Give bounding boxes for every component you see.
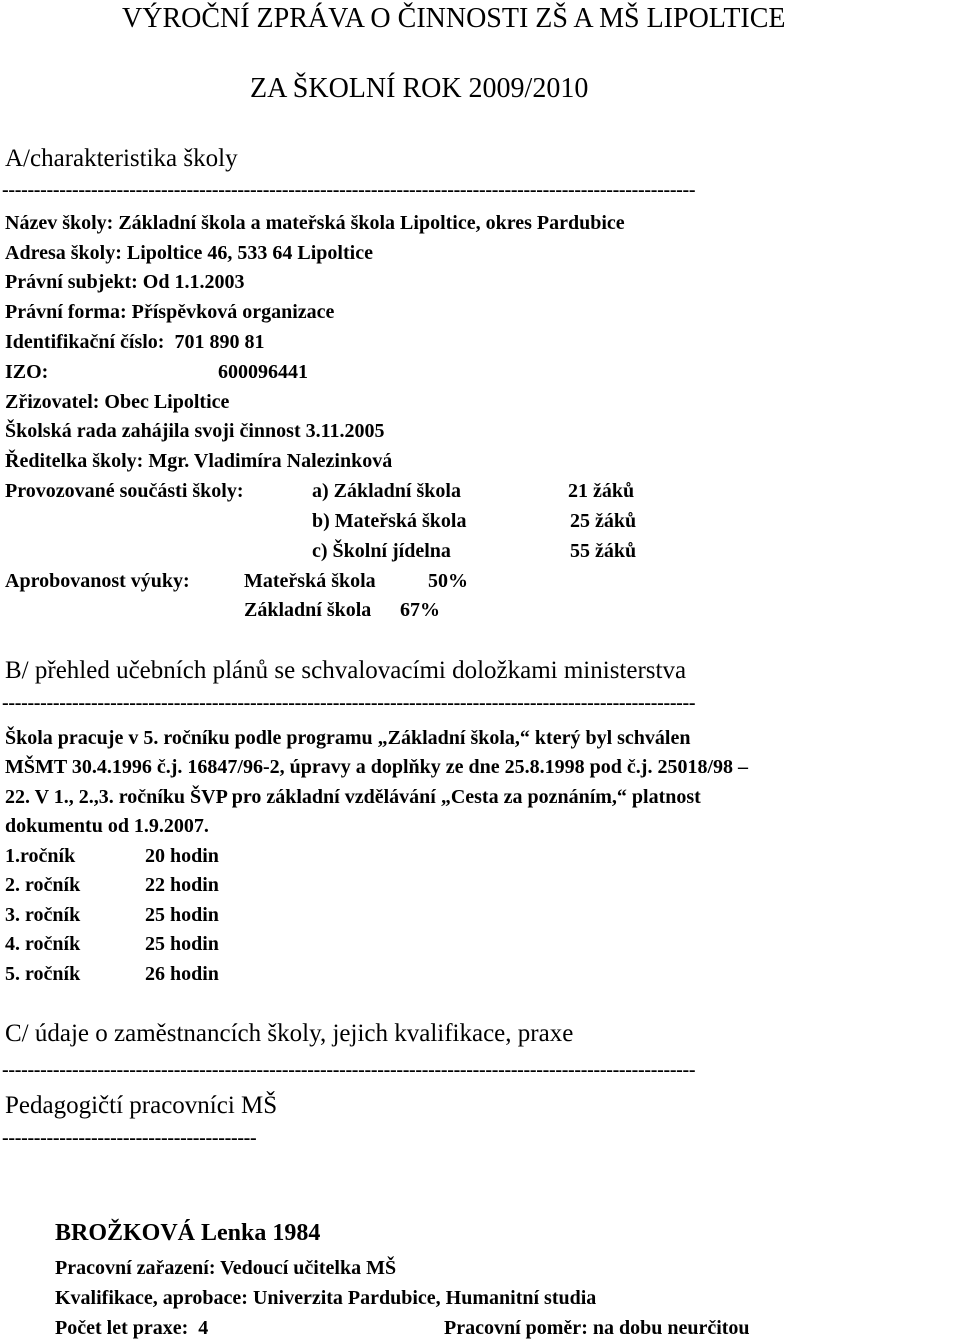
- legal-subject-row: Právní subjekt: Od 1.1.2003: [5, 271, 245, 293]
- curriculum-text-line: dokumentu od 1.9.2007.: [5, 815, 209, 837]
- qualification-label: Aprobovanost výuky:: [5, 570, 190, 592]
- staff-employment: Pracovní poměr: na dobu neurčitou: [444, 1317, 750, 1339]
- grade-hours: 20 hodin: [145, 845, 219, 867]
- section-a-heading: A/charakteristika školy: [5, 145, 238, 172]
- grade-label: 2. ročník: [5, 874, 81, 896]
- separator-short: ----------------------------------------: [2, 1128, 257, 1148]
- grade-label: 4. ročník: [5, 933, 81, 955]
- curriculum-text-line: Škola pracuje v 5. ročníku podle programu „Základní škola,“ který byl schválen: [5, 727, 691, 749]
- grade-label: 3. ročník: [5, 904, 81, 926]
- school-part-name: a) Základní škola: [312, 480, 461, 502]
- school-address-row: Adresa školy: Lipoltice 46, 533 64 Lipoltice: [5, 242, 373, 264]
- school-name-row: Název školy: Základní škola a mateřská škola Lipoltice, okres Pardubice: [5, 212, 625, 234]
- qualification-name: Mateřská škola: [244, 570, 376, 592]
- report-title: VÝROČNÍ ZPRÁVA O ČINNOSTI ZŠ A MŠ LIPOLTICE: [122, 3, 786, 34]
- grade-hours: 26 hodin: [145, 963, 219, 985]
- staff-qualification: Kvalifikace, aprobace: Univerzita Pardubice, Humanitní studia: [55, 1287, 597, 1309]
- school-year-title: ZA ŠKOLNÍ ROK 2009/2010: [250, 73, 589, 104]
- grade-label: 1.ročník: [5, 845, 76, 867]
- ico-row: Identifikační číslo: 701 890 81: [5, 331, 265, 353]
- qualification-value: 67%: [400, 599, 440, 621]
- school-council-row: Školská rada zahájila svoji činnost 3.11.2005: [5, 420, 385, 442]
- school-part-count: 25 žáků: [570, 510, 637, 532]
- staff-subheading: Pedagogičtí pracovníci MŠ: [5, 1092, 278, 1119]
- separator: -------------------------------------------------------------------------------------------------------------: [2, 180, 696, 200]
- staff-experience: Počet let praxe: 4: [55, 1317, 209, 1339]
- school-part-name: b) Mateřská škola: [312, 510, 467, 532]
- director-row: Ředitelka školy: Mgr. Vladimíra Nalezinková: [5, 450, 393, 472]
- curriculum-text-line: 22. V 1., 2.,3. ročníku ŠVP pro základní vzdělávání „Cesta za poznáním,“ platnost: [5, 786, 701, 808]
- section-c-heading: C/ údaje o zaměstnancích školy, jejich kvalifikace, praxe: [5, 1020, 574, 1047]
- school-part-count: 55 žáků: [570, 540, 637, 562]
- staff-name: BROŽKOVÁ Lenka 1984: [55, 1220, 321, 1246]
- separator: -------------------------------------------------------------------------------------------------------------: [2, 1060, 696, 1080]
- grade-hours: 22 hodin: [145, 874, 219, 896]
- izo-label: IZO:: [5, 361, 49, 383]
- qualification-name: Základní škola: [244, 599, 372, 621]
- izo-value: 600096441: [218, 361, 308, 383]
- grade-label: 5. ročník: [5, 963, 81, 985]
- founder-row: Zřizovatel: Obec Lipoltice: [5, 391, 230, 413]
- school-parts-label: Provozované součásti školy:: [5, 480, 244, 502]
- separator: -------------------------------------------------------------------------------------------------------------: [2, 693, 696, 713]
- school-part-count: 21 žáků: [568, 480, 635, 502]
- school-part-name: c) Školní jídelna: [312, 540, 451, 562]
- staff-position: Pracovní zařazení: Vedoucí učitelka MŠ: [55, 1257, 397, 1279]
- grade-hours: 25 hodin: [145, 904, 219, 926]
- qualification-value: 50%: [428, 570, 468, 592]
- grade-hours: 25 hodin: [145, 933, 219, 955]
- legal-form-row: Právní forma: Příspěvková organizace: [5, 301, 335, 323]
- curriculum-text-line: MŠMT 30.4.1996 č.j. 16847/96-2, úpravy a doplňky ze dne 25.8.1998 pod č.j. 25018/98 –: [5, 756, 748, 778]
- section-b-heading: B/ přehled učebních plánů se schvalovacími doložkami ministerstva: [5, 657, 687, 684]
